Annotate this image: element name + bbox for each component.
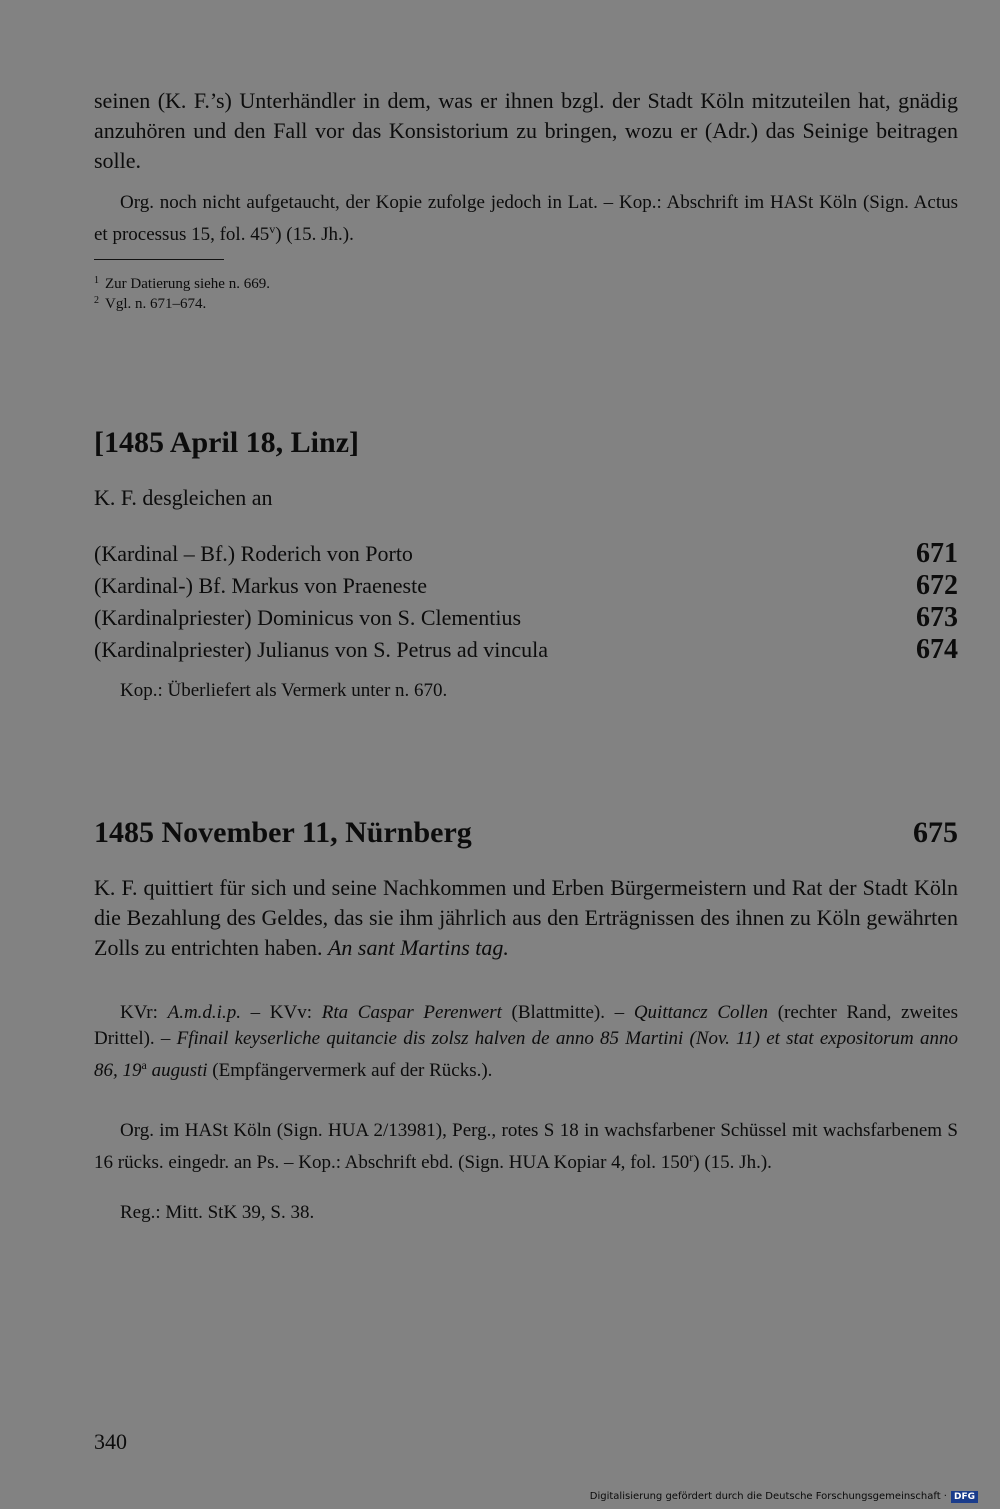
list-item-name: (Kardinalpriester) Julianus von S. Petrus ad vincula (94, 637, 548, 662)
source-note (94, 190, 958, 248)
footnote-text: Zur Datierung siehe n. 669. (105, 276, 270, 292)
note-text: (Empfängervermerk auf der Rücks.). (207, 1060, 493, 1081)
note-text: (Blattmitte). – (501, 1002, 634, 1023)
section-note: Kop.: Überliefert als Vermerk unter n. 670. (120, 680, 448, 701)
endorsement-note (94, 1000, 958, 1084)
list-item (94, 634, 958, 666)
document-number: 675 (913, 816, 958, 849)
archive-note-text: Org. im HASt Köln (Sign. HUA 2/13981), Perg., rotes S 18 in wachsfarbener Schüssel mit wachsfarbenem S 16 rücks. eingedr. an Ps. – Kop.: Abschrift ebd. (Sign. HUA Kopiar 4, fol. 150 (94, 1120, 958, 1173)
note-italic: Quittancz Collen (633, 1002, 769, 1023)
list-item-number: 671 (916, 538, 958, 569)
list-item-name: (Kardinalpriester) Dominicus von S. Clementius (94, 605, 522, 630)
regest-paragraph (94, 873, 958, 963)
archive-note-sup: r (689, 1150, 694, 1164)
list-item (94, 602, 958, 634)
note-text: (rechter Rand, zweites Drittel). – (94, 1002, 958, 1049)
source-note-text: Org. noch nicht aufgetaucht, der Kopie zufolge jedoch in Lat. – Kop.: Abschrift im HASt Köln (Sign. Actus et processus 15, fol. 45 (94, 192, 958, 245)
section-intro: K. F. desgleichen an (94, 485, 273, 510)
note-text: – KVv: (240, 1002, 322, 1023)
section-heading-nuernberg: 1485 November 11, Nürnberg (94, 816, 472, 849)
list-item-name: (Kardinal-) Bf. Markus von Praeneste (94, 573, 427, 598)
list-item-number: 672 (916, 570, 958, 601)
footnote-divider (94, 259, 224, 260)
footnote-mark: 2 (94, 295, 99, 306)
regest-reference: Reg.: Mitt. StK 39, S. 38. (120, 1202, 315, 1223)
credit-text: Digitalisierung gefördert durch die Deutsche Forschungsgemeinschaft · (589, 1491, 947, 1502)
note-italic: Ffinail keyserliche quitancie dis zolsz halven de anno 85 Martini (Nov. 11) et stat expositorum anno 86, 19 (94, 1028, 958, 1081)
note-text: KVr: (120, 1002, 168, 1023)
archive-note-end: ) (15. Jh.). (693, 1152, 772, 1173)
note-italic: Rta Caspar Perenwert (321, 1002, 502, 1023)
archive-note (94, 1118, 958, 1176)
digitization-credit (590, 1490, 978, 1504)
list-item-name: (Kardinal – Bf.) Roderich von Porto (94, 541, 413, 566)
note-italic: A.m.d.i.p. (167, 1002, 241, 1023)
list-item-number: 673 (916, 602, 958, 633)
regest-date-italic: An sant Martins tag. (327, 935, 509, 960)
page-number: 340 (94, 1429, 127, 1454)
continuation-paragraph: seinen (K. F.’s) Unterhändler in dem, was er ihnen bzgl. der Stadt Köln mitzuteilen hat, gnädig anzuhören und den Fall vor das Konsistorium zu bringen, wozu er (Adr.) das Seinige beitragen solle. (94, 88, 958, 173)
section-heading-linz: [1485 April 18, Linz] (94, 426, 360, 459)
list-item (94, 570, 958, 602)
footnote-2 (94, 291, 594, 314)
source-note-sup: v (269, 222, 276, 236)
note-italic: augusti (146, 1060, 208, 1081)
regest-text: K. F. quittiert für sich und seine Nachkommen und Erben Bürgermeistern und Rat der Stadt Köln die Bezahlung des Geldes, das sie ihm jährlich aus den Erträgnissen des ihnen zu Köln gewährten Zolls zu entrichten haben. (94, 875, 958, 960)
list-item-number: 674 (916, 634, 958, 665)
list-item (94, 538, 958, 570)
dfg-logo: DFG (951, 1491, 978, 1503)
footnote-mark: 1 (94, 275, 99, 286)
note-sup: a (141, 1058, 147, 1072)
source-note-end: ) (15. Jh.). (275, 224, 354, 245)
footnote-text: Vgl. n. 671–674. (105, 296, 207, 312)
